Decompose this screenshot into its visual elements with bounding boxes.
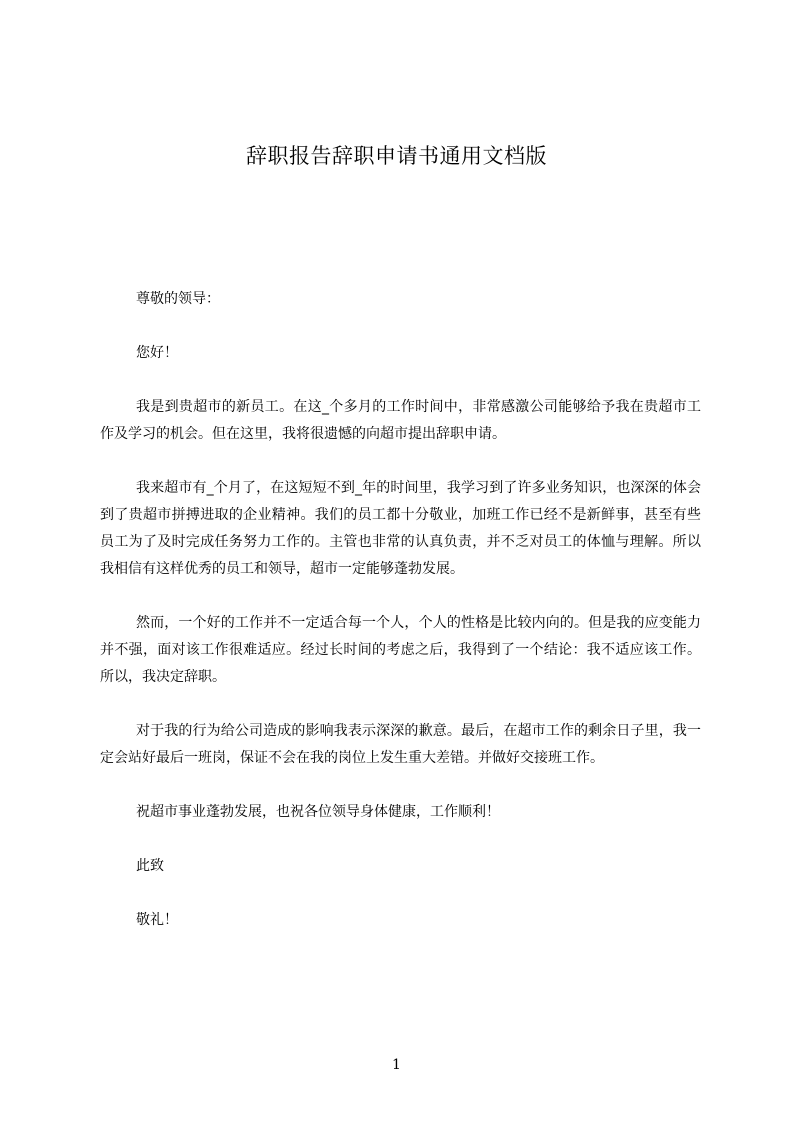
body-paragraph: 我来超市有_个月了，在这短短不到_年的时间里，我学习到了许多业务知识，也深深的体会到了贵超市拼搏进取的企业精神。我们的员工都十分敬业，加班工作已经不是新鲜事，甚至有些员工为了及时完成任务努力工作的。主管也非常的认真负责，并不乏对员工的体恤与理解。所以我相信有这样优秀的员工和领导，超市一定能够蓬勃发展。	[100, 480, 701, 577]
greeting: 您好！	[136, 345, 178, 361]
body-paragraph: 然而，一个好的工作并不一定适合每一个人，个人的性格是比较内向的。但是我的应变能力并不强，面对该工作很难适应。经过长时间的考虑之后，我得到了一个结论：我不适应该工作。所以，我决定辞职。	[100, 615, 701, 685]
letter-body	[100, 286, 701, 934]
page-number: 1	[392, 1057, 401, 1073]
body-paragraph: 对于我的行为给公司造成的影响我表示深深的歉意。最后，在超市工作的剩余日子里，我一定会站好最后一班岗，保证不会在我的岗位上发生重大差错。并做好交接班工作。	[100, 723, 701, 766]
closing-jingli: 敬礼！	[136, 912, 178, 928]
body-paragraph: 我是到贵超市的新员工。在这_个多月的工作时间中，非常感激公司能够给予我在贵超市工作及学习的机会。但在这里，我将很遗憾的向超市提出辞职申请。	[100, 399, 701, 442]
document-title: 辞职报告辞职申请书通用文档版	[246, 144, 547, 168]
closing-cizhi: 此致	[136, 858, 164, 874]
salutation: 尊敬的领导：	[136, 291, 220, 307]
closing-wishes: 祝超市事业蓬勃发展，也祝各位领导身体健康，工作顺利！	[136, 804, 500, 820]
